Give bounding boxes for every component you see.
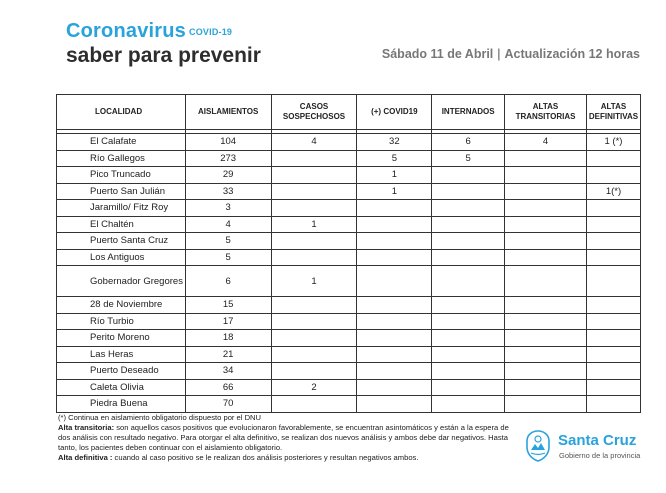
table-cell: 66 [185, 379, 271, 396]
update-info: Actualización 12 horas [504, 47, 640, 61]
table-cell [271, 297, 357, 314]
table-row [57, 249, 641, 266]
table-cell [586, 396, 640, 413]
brand-block [66, 20, 261, 68]
logo-subtitle: Gobierno de la provincia [559, 451, 641, 460]
table-cell [271, 233, 357, 250]
table-cell [505, 346, 587, 363]
santa-cruz-logo [524, 430, 654, 464]
table-cell [271, 200, 357, 217]
covid-table [56, 94, 641, 413]
table-cell [505, 249, 587, 266]
table-cell [432, 183, 505, 200]
table-cell [357, 216, 432, 233]
table-cell [357, 266, 432, 297]
footnotes [58, 413, 518, 463]
table-cell [271, 313, 357, 330]
locality-cell: Pico Truncado [57, 167, 186, 184]
table-cell [271, 330, 357, 347]
table-row [57, 330, 641, 347]
column-header: ALTAS DEFINITIVAS [586, 95, 640, 130]
column-header: LOCALIDAD [57, 95, 186, 130]
table-cell: 1 [357, 183, 432, 200]
column-header: ALTAS TRANSITORIAS [505, 95, 587, 130]
locality-cell: El Calafate [57, 134, 186, 151]
table-cell [586, 167, 640, 184]
report-date: Sábado 11 de Abril [381, 47, 494, 61]
dateline [382, 47, 640, 61]
locality-cell: El Chaltén [57, 216, 186, 233]
table-cell [586, 266, 640, 297]
table-cell [357, 396, 432, 413]
note-asterisk: (*) Continua en aislamiento obligatorio dispuesto por el DNU [58, 413, 262, 422]
table-cell: 34 [185, 363, 271, 380]
table-cell: 273 [185, 150, 271, 167]
table-cell [432, 167, 505, 184]
logo-title: Santa Cruz [558, 432, 637, 449]
table-cell: 6 [185, 266, 271, 297]
table-cell [432, 330, 505, 347]
table-cell: 1(*) [586, 183, 640, 200]
note-text: cuando al caso positivo se le realizan dos análisis posteriores y resultan negativos ambos. [112, 452, 419, 462]
table-cell [586, 313, 640, 330]
table-row [57, 396, 641, 413]
table-cell: 5 [185, 233, 271, 250]
table-cell: 5 [357, 150, 432, 167]
table-cell [505, 379, 587, 396]
table-cell [357, 200, 432, 217]
table-cell [586, 233, 640, 250]
provincial-shield-icon [524, 430, 552, 462]
table-cell [505, 150, 587, 167]
column-header: INTERNADOS [432, 95, 505, 130]
table-cell: 4 [271, 134, 357, 151]
table-cell [505, 183, 587, 200]
column-header: (+) COVID19 [357, 95, 432, 130]
brand-title-text: Coronavirus [66, 20, 187, 42]
table-cell [505, 363, 587, 380]
table-row [57, 167, 641, 184]
table-cell: 29 [185, 167, 271, 184]
locality-cell: Los Antiguos [57, 249, 186, 266]
note-text: son aquellos casos positivos que evolucionaron favorablemente, se encuentran asintomáticos y están a la espera de dos análisis con resultado negativo. Para otorgar el alta definitivo, se realizan dos nuevos análisis y ambos debe dar negativos. Hasta tanto, los pacientes deben continuar con el aislamiento obligatorio. [58, 422, 509, 452]
locality-cell: Río Gallegos [57, 150, 186, 167]
table-cell: 17 [185, 313, 271, 330]
table-cell [432, 233, 505, 250]
table-cell: 1 [357, 167, 432, 184]
table-cell [432, 200, 505, 217]
table-cell [505, 266, 587, 297]
table-row [57, 379, 641, 396]
table-cell [505, 297, 587, 314]
table-row [57, 266, 641, 297]
table-cell [271, 396, 357, 413]
column-header: CASOS SOSPECHOSOS [271, 95, 357, 130]
table-cell [357, 249, 432, 266]
table-cell: 1 [271, 216, 357, 233]
note-label: Alta definitiva : [58, 452, 113, 462]
table-cell: 18 [185, 330, 271, 347]
locality-cell: Puerto San Julián [57, 183, 186, 200]
table-cell: 4 [185, 216, 271, 233]
table-cell [432, 313, 505, 330]
brand-title [66, 20, 261, 43]
table-cell [357, 363, 432, 380]
table-cell: 3 [185, 200, 271, 217]
table-cell [505, 313, 587, 330]
locality-cell: Gobernador Gregores [57, 266, 186, 297]
table-cell [586, 150, 640, 167]
table-cell [271, 167, 357, 184]
table-row [57, 233, 641, 250]
table-row [57, 134, 641, 151]
table-cell: 32 [357, 134, 432, 151]
table-cell: 104 [185, 134, 271, 151]
locality-cell: Puerto Santa Cruz [57, 233, 186, 250]
table-cell [586, 363, 640, 380]
table-header-row [57, 95, 641, 130]
table-cell [271, 346, 357, 363]
table-row [57, 297, 641, 314]
locality-cell: Caleta Olivia [57, 379, 186, 396]
table-cell [432, 266, 505, 297]
table-cell [586, 297, 640, 314]
note-label: Alta transitoria: [58, 422, 115, 432]
table-cell [586, 330, 640, 347]
table-cell: 21 [185, 346, 271, 363]
table-cell [586, 200, 640, 217]
table-cell [357, 297, 432, 314]
table-cell [586, 346, 640, 363]
table-row [57, 183, 641, 200]
column-header: AISLAMIENTOS [185, 95, 271, 130]
table-cell [432, 379, 505, 396]
table-cell [271, 249, 357, 266]
locality-cell: Las Heras [57, 346, 186, 363]
table-cell [505, 396, 587, 413]
table-row [57, 313, 641, 330]
table-cell [432, 363, 505, 380]
table-cell: 15 [185, 297, 271, 314]
table-cell [586, 216, 640, 233]
table-cell: 70 [185, 396, 271, 413]
table-cell [432, 297, 505, 314]
table-cell [432, 216, 505, 233]
table-cell [357, 313, 432, 330]
table-cell [357, 233, 432, 250]
table-cell [271, 183, 357, 200]
locality-cell: 28 de Noviembre [57, 297, 186, 314]
table-cell: 2 [271, 379, 357, 396]
table-cell [432, 396, 505, 413]
table-cell: 5 [432, 150, 505, 167]
table-cell [357, 346, 432, 363]
table-cell [505, 330, 587, 347]
locality-cell: Puerto Deseado [57, 363, 186, 380]
table-cell [586, 379, 640, 396]
table-cell [505, 167, 587, 184]
table-row [57, 216, 641, 233]
locality-cell: Río Turbio [57, 313, 186, 330]
locality-cell: Perito Moreno [57, 330, 186, 347]
table-cell: 33 [185, 183, 271, 200]
locality-cell: Piedra Buena [57, 396, 186, 413]
table-cell [357, 330, 432, 347]
table-cell [505, 233, 587, 250]
table-row [57, 346, 641, 363]
table-cell [271, 363, 357, 380]
brand-subtitle: saber para prevenir [66, 43, 261, 67]
table-cell: 4 [505, 134, 587, 151]
table-row [57, 200, 641, 217]
table-cell: 1 [271, 266, 357, 297]
table-cell [357, 379, 432, 396]
brand-tag: COVID-19 [189, 26, 233, 37]
locality-cell: Jaramillo/ Fitz Roy [57, 200, 186, 217]
table-row [57, 363, 641, 380]
table-cell [505, 200, 587, 217]
table-cell [432, 346, 505, 363]
table-cell [586, 249, 640, 266]
table-cell: 6 [432, 134, 505, 151]
note-alta-definitiva [58, 453, 518, 463]
note-alta-transitoria [58, 423, 518, 453]
table-cell [505, 216, 587, 233]
table-row [57, 150, 641, 167]
dateline-separator: | [497, 47, 501, 61]
table-cell [432, 249, 505, 266]
table-cell [271, 150, 357, 167]
table-cell: 5 [185, 249, 271, 266]
table-cell: 1 (*) [586, 134, 640, 151]
